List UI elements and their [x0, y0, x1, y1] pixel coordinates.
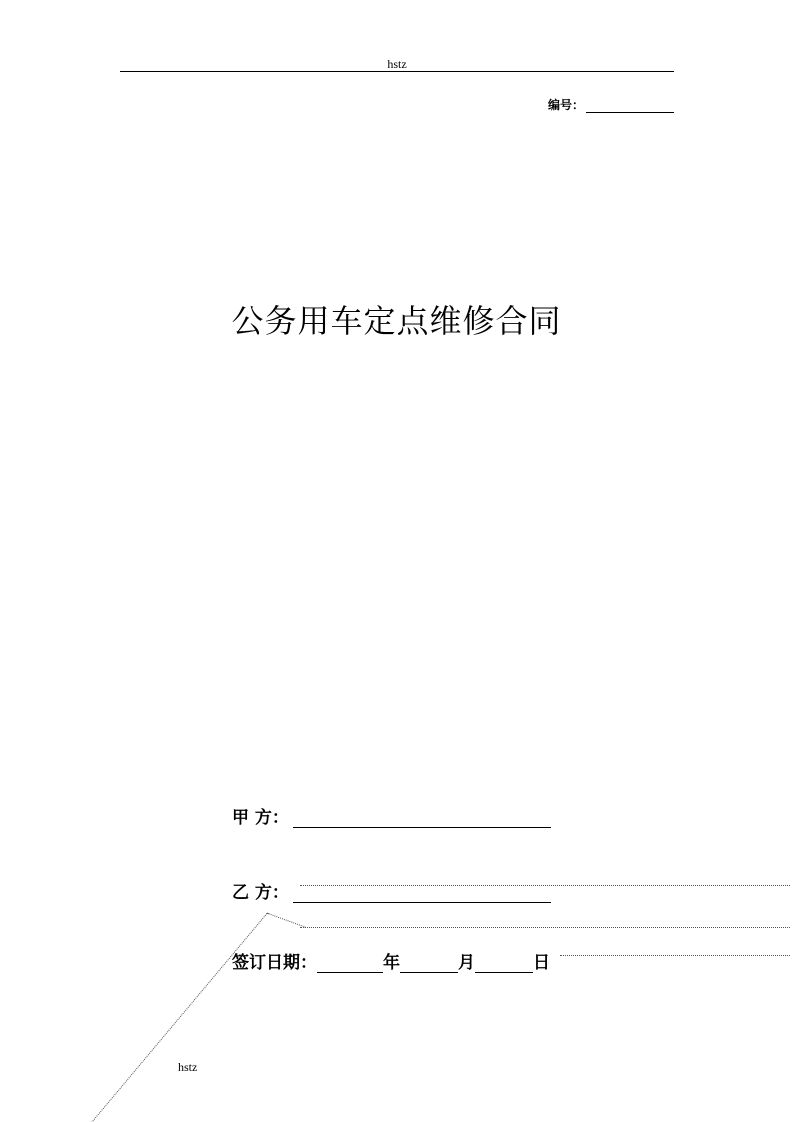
- sign-date-day-label: 日: [533, 953, 550, 973]
- party-a-label: 甲 方：: [232, 808, 289, 828]
- document-number-blank[interactable]: [586, 99, 674, 113]
- sign-date-month-blank[interactable]: [400, 954, 458, 973]
- header-rule: [120, 71, 674, 72]
- document-number-row: [548, 96, 674, 113]
- sign-date-year-label: 年: [383, 953, 400, 973]
- party-b-label: 乙 方：: [232, 883, 289, 903]
- party-a-row: [232, 803, 551, 828]
- document-title: 公务用车定点维修合同: [231, 302, 562, 340]
- dotted-guide-line: [300, 885, 790, 886]
- page-header-text: hstz: [387, 57, 407, 71]
- party-a-blank[interactable]: [293, 809, 551, 828]
- sign-date-year-blank[interactable]: [317, 954, 383, 973]
- dotted-guide-line: [300, 927, 790, 928]
- page-footer-text: hstz: [178, 1060, 198, 1074]
- dotted-guide-line: [560, 955, 790, 956]
- party-b-row: [232, 878, 551, 903]
- party-b-blank[interactable]: [293, 884, 551, 903]
- dotted-guide-line: [268, 913, 306, 928]
- sign-date-label: 签订日期：: [232, 953, 317, 973]
- sign-date-month-label: 月: [458, 953, 475, 973]
- sign-date-row: [232, 948, 550, 973]
- sign-date-day-blank[interactable]: [475, 954, 533, 973]
- dotted-guide-line: [87, 912, 268, 1122]
- document-number-label: 编号：: [547, 98, 584, 112]
